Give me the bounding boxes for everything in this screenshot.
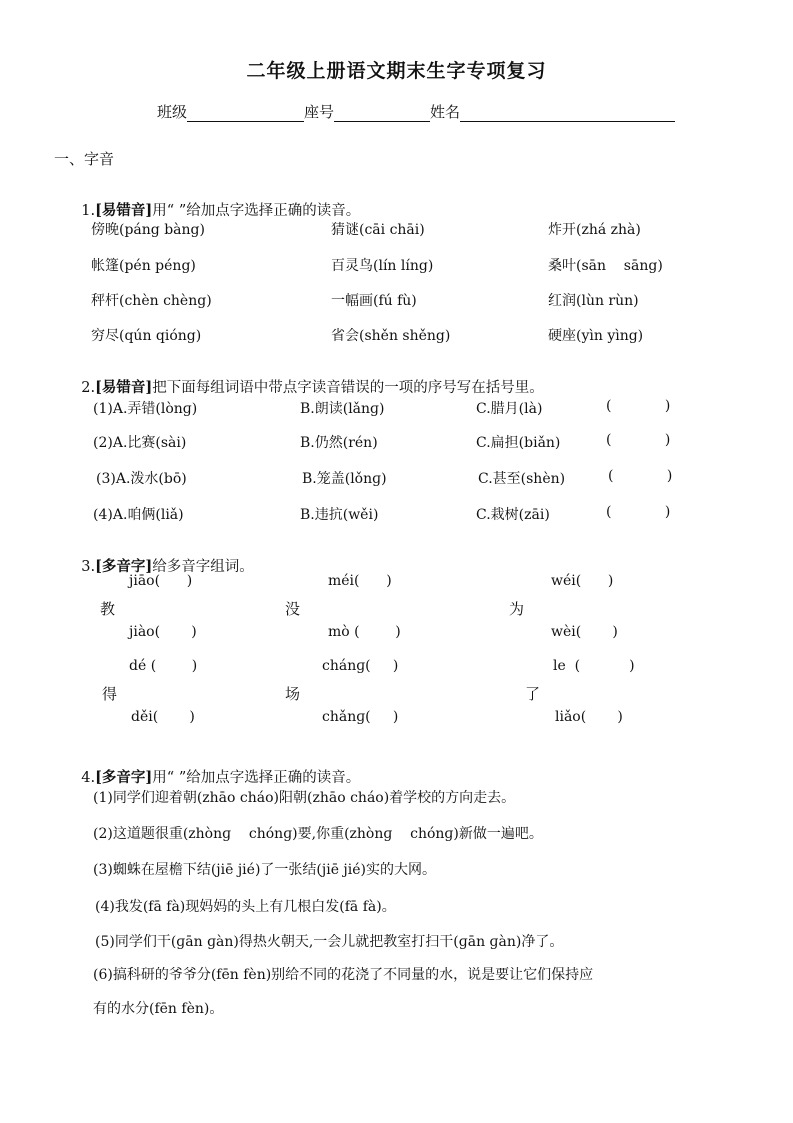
page-title: 二年级上册语文期末生字专项复习	[246, 60, 547, 82]
question-tag: [多音字]	[95, 558, 153, 575]
reading-blank[interactable]: liǎo( )	[555, 709, 623, 725]
question-tag: [多音字]	[95, 769, 153, 786]
answer-bracket[interactable]: ( )	[608, 468, 673, 484]
q1-item[interactable]: 傍晚(páng bàng)	[91, 222, 205, 238]
q1-item[interactable]: 帐篷(pén péng)	[91, 258, 196, 274]
q2-option-b[interactable]: B.违抗(wěi)	[300, 507, 379, 523]
question-4-stem	[72, 750, 360, 787]
question-text: 用“ ”给加点字选择正确的读音。	[152, 203, 361, 219]
q4-sentence[interactable]: (2)这道题很重(zhònɡ chónɡ)要,你重(zhònɡ chónɡ)新做一遍吧。	[93, 826, 543, 842]
polyphone-char: 了	[525, 685, 541, 703]
q2-option-b[interactable]: B.笼盖(lǒnɡ)	[302, 471, 387, 487]
question-number: 3.	[81, 559, 96, 575]
polyphone-char: 为	[509, 600, 525, 618]
reading-blank[interactable]: mò ( )	[328, 624, 401, 640]
q2-option-a[interactable]: (4)A.咱俩(liǎ)	[93, 507, 184, 523]
q1-item[interactable]: 秤杆(chèn chèng)	[91, 293, 212, 309]
q2-option-c[interactable]: C.栽树(zāi)	[476, 507, 550, 523]
q4-sentence[interactable]: (4)我发(fā fà)现妈妈的头上有几根白发(fā fà)。	[95, 899, 396, 915]
class-label: 班级	[157, 103, 188, 121]
question-text: 给多音字组词。	[152, 559, 254, 575]
q4-sentence[interactable]: (3)蜘蛛在屋檐下结(jiē jié)了一张结(jiē jié)实的大网。	[93, 862, 436, 878]
q2-option-b[interactable]: B.仍然(rén)	[300, 435, 378, 451]
reading-blank[interactable]: chánɡ( )	[322, 658, 399, 674]
reading-blank[interactable]: jiāo( )	[129, 573, 193, 589]
polyphone-char: 教	[100, 600, 116, 618]
q2-option-c[interactable]: C.腊月(là)	[476, 401, 543, 417]
q1-item[interactable]: 硬座(yìn yìng)	[548, 328, 644, 344]
question-2-stem	[72, 360, 544, 397]
polyphone-char: 场	[285, 685, 301, 703]
reading-blank[interactable]: méi( )	[328, 573, 392, 589]
answer-bracket[interactable]: ( )	[606, 504, 671, 520]
q4-sentence[interactable]: (6)搞科研的爷爷分(fēn fèn)别给不同的花浇了不同量的水，说是要让它们保持应	[93, 967, 594, 983]
question-text: 用“ ”给加点字选择正确的读音。	[152, 770, 361, 786]
q1-item[interactable]: 一幅画(fú fù)	[331, 293, 417, 309]
polyphone-char: 得	[102, 685, 118, 703]
q2-option-c[interactable]: C.甚至(shèn)	[478, 471, 566, 487]
q2-option-a[interactable]: (2)A.比赛(sài)	[93, 435, 187, 451]
seat-blank[interactable]	[334, 104, 430, 122]
reading-blank[interactable]: dé ( )	[129, 658, 198, 674]
polyphone-char: 没	[285, 600, 301, 618]
student-info-fields	[157, 101, 675, 122]
question-tag: [易错音]	[95, 202, 153, 219]
q1-item[interactable]: 省会(shěn shěng)	[331, 328, 451, 344]
q1-item[interactable]: 百灵鸟(lín líng)	[331, 258, 434, 274]
question-1-stem	[72, 183, 360, 220]
question-number: 1.	[81, 203, 96, 219]
q2-option-a[interactable]: (1)A.弄错(lònɡ)	[93, 401, 198, 417]
q2-option-c[interactable]: C.扁担(biǎn)	[476, 435, 561, 451]
q4-sentence[interactable]: (5)同学们干(ɡān ɡàn)得热火朝天,一会儿就把教室打扫干(ɡān ɡàn)净了。	[95, 934, 564, 950]
question-3-stem	[72, 539, 254, 576]
reading-blank[interactable]: jiào( )	[129, 624, 197, 640]
question-text: 把下面每组词语中带点字读音错误的一项的序号写在括号里。	[152, 380, 544, 396]
q2-option-a[interactable]: (3)A.泼水(bō)	[96, 471, 187, 487]
q1-item[interactable]: 猜谜(cāi chāi)	[331, 222, 425, 238]
reading-blank[interactable]: le ( )	[553, 658, 635, 674]
question-number: 4.	[81, 770, 96, 786]
q1-item[interactable]: 桑叶(sān sāng)	[548, 258, 663, 274]
seat-label: 座号	[304, 103, 335, 121]
reading-blank[interactable]: wéi( )	[551, 573, 614, 589]
question-number: 2.	[81, 380, 96, 396]
reading-blank[interactable]: wèi( )	[551, 624, 618, 640]
name-blank[interactable]	[460, 104, 675, 122]
reading-blank[interactable]: chǎnɡ( )	[322, 709, 399, 725]
class-blank[interactable]	[187, 104, 304, 122]
question-tag: [易错音]	[95, 379, 153, 396]
answer-bracket[interactable]: ( )	[606, 432, 671, 448]
q1-item[interactable]: 穷尽(qún qióng)	[91, 328, 202, 344]
name-label: 姓名	[430, 103, 461, 121]
q1-item[interactable]: 红润(lùn rùn)	[548, 293, 639, 309]
reading-blank[interactable]: děi( )	[131, 709, 195, 725]
section-heading: 一、字音	[54, 150, 115, 168]
answer-bracket[interactable]: ( )	[606, 398, 671, 414]
q1-item[interactable]: 炸开(zhá zhà)	[548, 222, 641, 238]
q2-option-b[interactable]: B.朗读(lǎnɡ)	[300, 401, 385, 417]
q4-sentence[interactable]: (1)同学们迎着朝(zhāo cháo)阳朝(zhāo cháo)着学校的方向走去。	[93, 790, 516, 806]
q4-sentence-continued: 有的水分(fēn fèn)。	[93, 1001, 224, 1017]
